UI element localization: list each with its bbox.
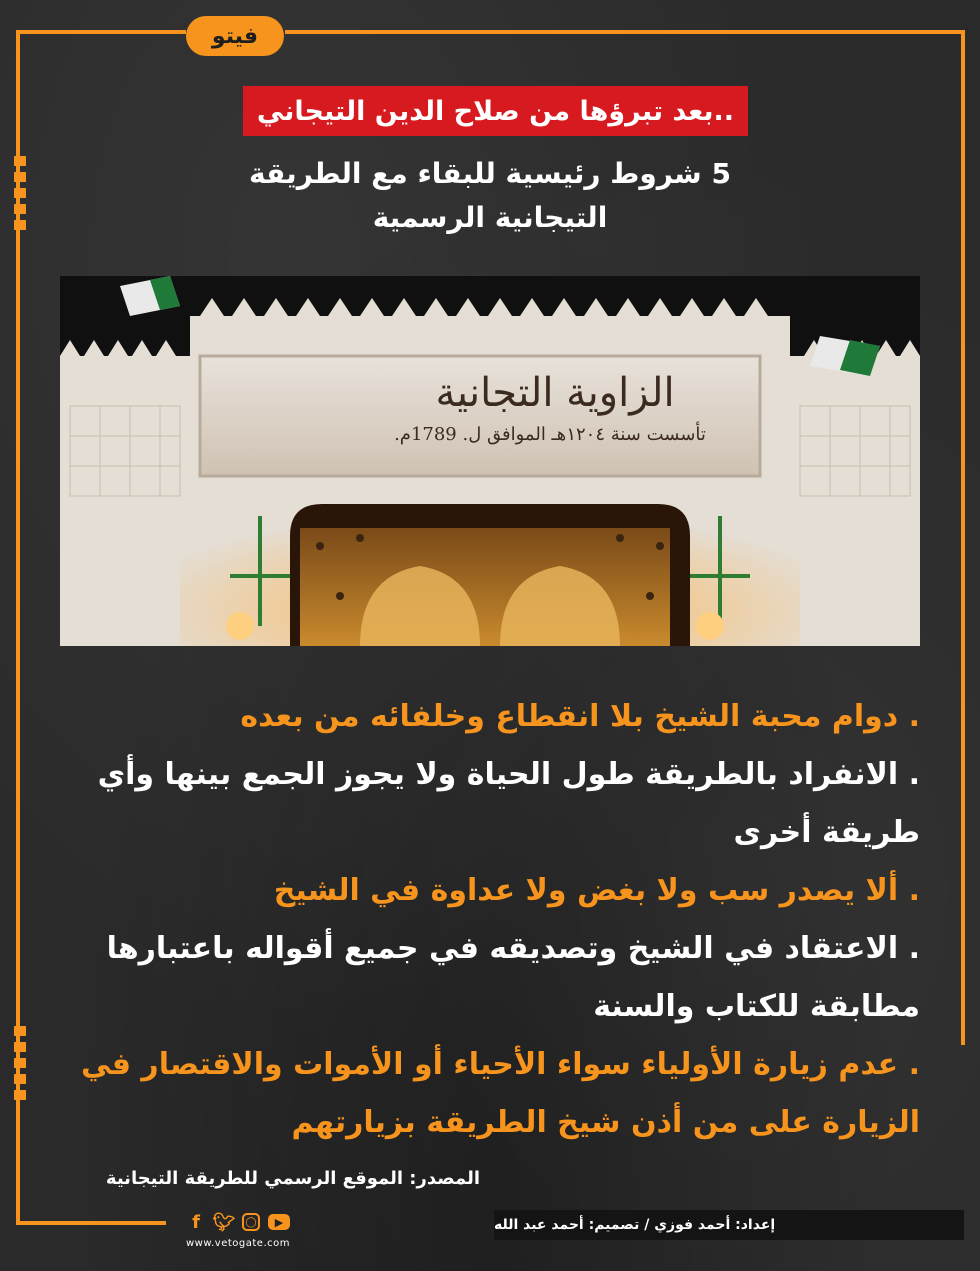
subtitle-line-2: التيجانية الرسمية	[372, 201, 608, 234]
subtitle-line-1: 5 شروط رئيسية للبقاء مع الطريقة	[249, 157, 731, 190]
twitter-icon[interactable]: 🐦︎	[212, 1211, 236, 1233]
instagram-icon[interactable]: ◯	[242, 1213, 260, 1231]
frame-dashes-bottom	[14, 1026, 26, 1100]
frame-bottom-border	[16, 1221, 166, 1225]
condition-item-4: . الاعتقاد في الشيخ وتصديقه في جميع أقواله باعتبارها مطابقة للكتاب والسنة	[106, 931, 920, 1024]
condition-item-1: . دوام محبة الشيخ بلا انقطاع وخلفائه من بعده	[240, 699, 920, 734]
frame-top-border	[16, 30, 186, 34]
condition-item-2: . الانفراد بالطريقة طول الحياة ولا يجوز الجمع بينها وأي طريقة أخرى	[97, 757, 920, 850]
zawiya-photo	[60, 276, 920, 646]
frame-dashes-top	[14, 156, 26, 230]
website-url: www.vetogate.com	[186, 1238, 290, 1249]
frame-right-border	[961, 30, 965, 1045]
youtube-icon[interactable]: ▶	[268, 1214, 290, 1230]
brand-logo: فيتو	[186, 16, 284, 56]
conditions-list	[80, 688, 920, 1152]
source-note: المصدر: الموقع الرسمي للطريقة التيجانية	[105, 1168, 480, 1189]
credits-bar: إعداد: أحمد فوزي / تصميم: أحمد عبد الله	[494, 1210, 964, 1240]
frame-top-border-right	[285, 30, 965, 34]
condition-item-3: . ألا يصدر سب ولا بغض ولا عداوة في الشيخ	[273, 873, 920, 908]
subtitle	[230, 152, 750, 240]
social-links	[186, 1212, 290, 1232]
zawiya-sign-text: الزاوية التجانية	[435, 370, 675, 416]
zawiya-sign-subtext: تأسست سنة ١٢٠٤هـ الموافق ل. 1789م.	[394, 424, 706, 445]
facebook-icon[interactable]: f	[192, 1211, 200, 1233]
condition-item-5: . عدم زيارة الأولياء سواء الأحياء أو الأموات والاقتصار في الزيارة على من أذن شيخ الطريقة بزيارتهم	[80, 1047, 920, 1140]
headline-badge: بعد تبرؤها من صلاح الدين التيجاني..	[243, 86, 748, 136]
zawiya-facade-illustration	[60, 276, 920, 646]
